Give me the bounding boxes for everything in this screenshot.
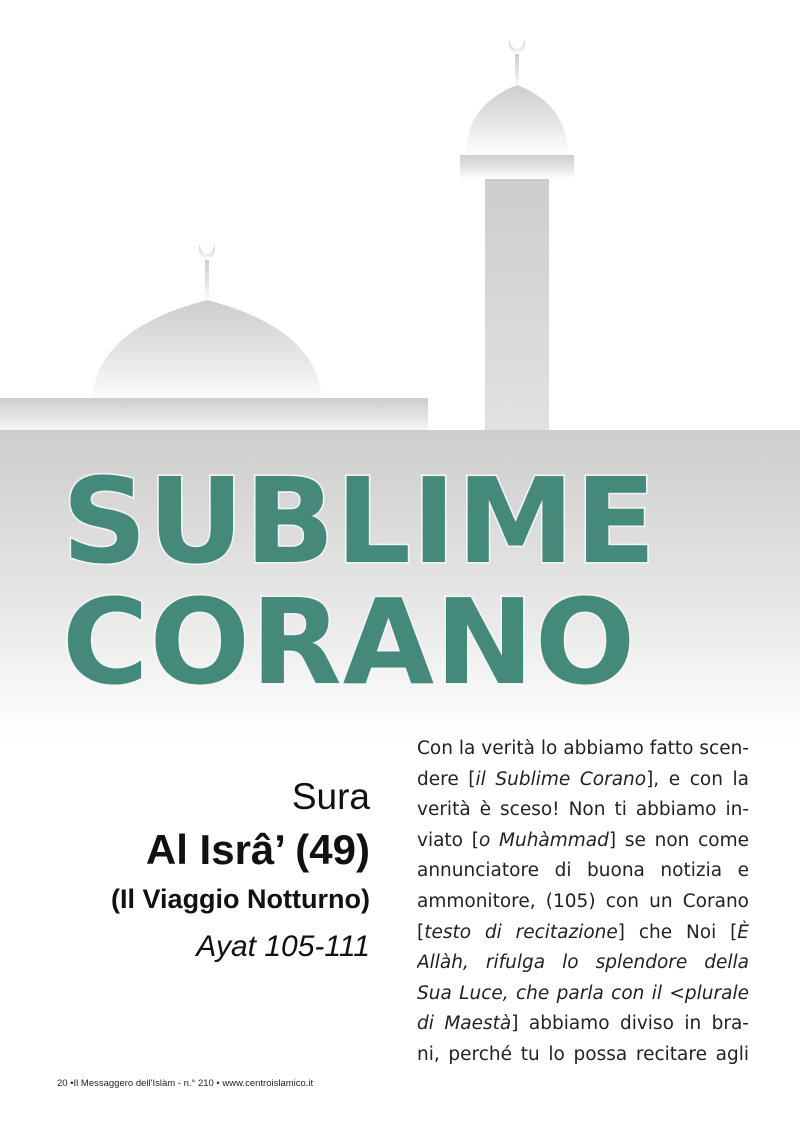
body-text-line: [417, 1009, 749, 1040]
italic-segment: o Muhàmmad: [478, 829, 609, 851]
page-footer: 20 •Il Messaggero dell'Islàm - n.° 210 • www.centroislamico.it: [57, 1078, 314, 1089]
text-segment: Con la verità lo abbiamo fatto scen-: [417, 738, 749, 759]
page-title-line-2: CORANO: [62, 573, 637, 711]
text-segment: dere [: [417, 768, 476, 790]
italic-segment: testo di recitazione: [424, 921, 618, 943]
text-segment: [: [417, 921, 425, 943]
italic-segment: di Maestà: [417, 1013, 512, 1035]
body-text-line: [417, 734, 749, 765]
text-segment: ] che Noi [: [617, 921, 738, 943]
italic-segment: il Sublime Corano: [475, 768, 647, 790]
body-text-line: [417, 856, 749, 887]
body-text-line: [417, 765, 749, 796]
page-title-line-1: SUBLIME: [62, 452, 657, 590]
text-segment: annunciatore di buona notizia e: [417, 860, 749, 882]
text-segment: ] abbiamo diviso in bra-: [511, 1013, 749, 1035]
text-segment: viato [: [417, 829, 479, 851]
body-text-line: [417, 948, 749, 979]
text-segment: verità è sceso! Non ti abbiamo in-: [417, 799, 749, 821]
text-segment: ], e con la: [646, 768, 749, 790]
body-text-line: [417, 979, 749, 1010]
body-text-line: [417, 918, 749, 949]
body-text-line: [417, 887, 749, 918]
body-text-line: [417, 795, 749, 826]
text-segment: ammonitore, (105) con un Corano: [417, 890, 749, 912]
italic-segment: Sua Luce, che parla con il <plurale: [417, 982, 749, 1004]
italic-segment: È: [737, 921, 749, 943]
sura-subtitle: (Il Viaggio Notturno): [111, 884, 370, 914]
sura-name: Al Isrâ’ (49): [145, 826, 370, 873]
body-text-line: [417, 1040, 749, 1071]
italic-segment: Allàh, rifulga lo splendore della: [417, 952, 749, 974]
text-segment: ni, perché tu lo possa recitare agli: [417, 1043, 749, 1065]
body-text-line: [417, 826, 749, 857]
text-segment: ] se non come: [608, 829, 749, 851]
sura-ayat-range: Ayat 105-111: [196, 930, 370, 963]
sura-label: Sura: [291, 776, 370, 817]
body-text: [417, 734, 749, 1071]
